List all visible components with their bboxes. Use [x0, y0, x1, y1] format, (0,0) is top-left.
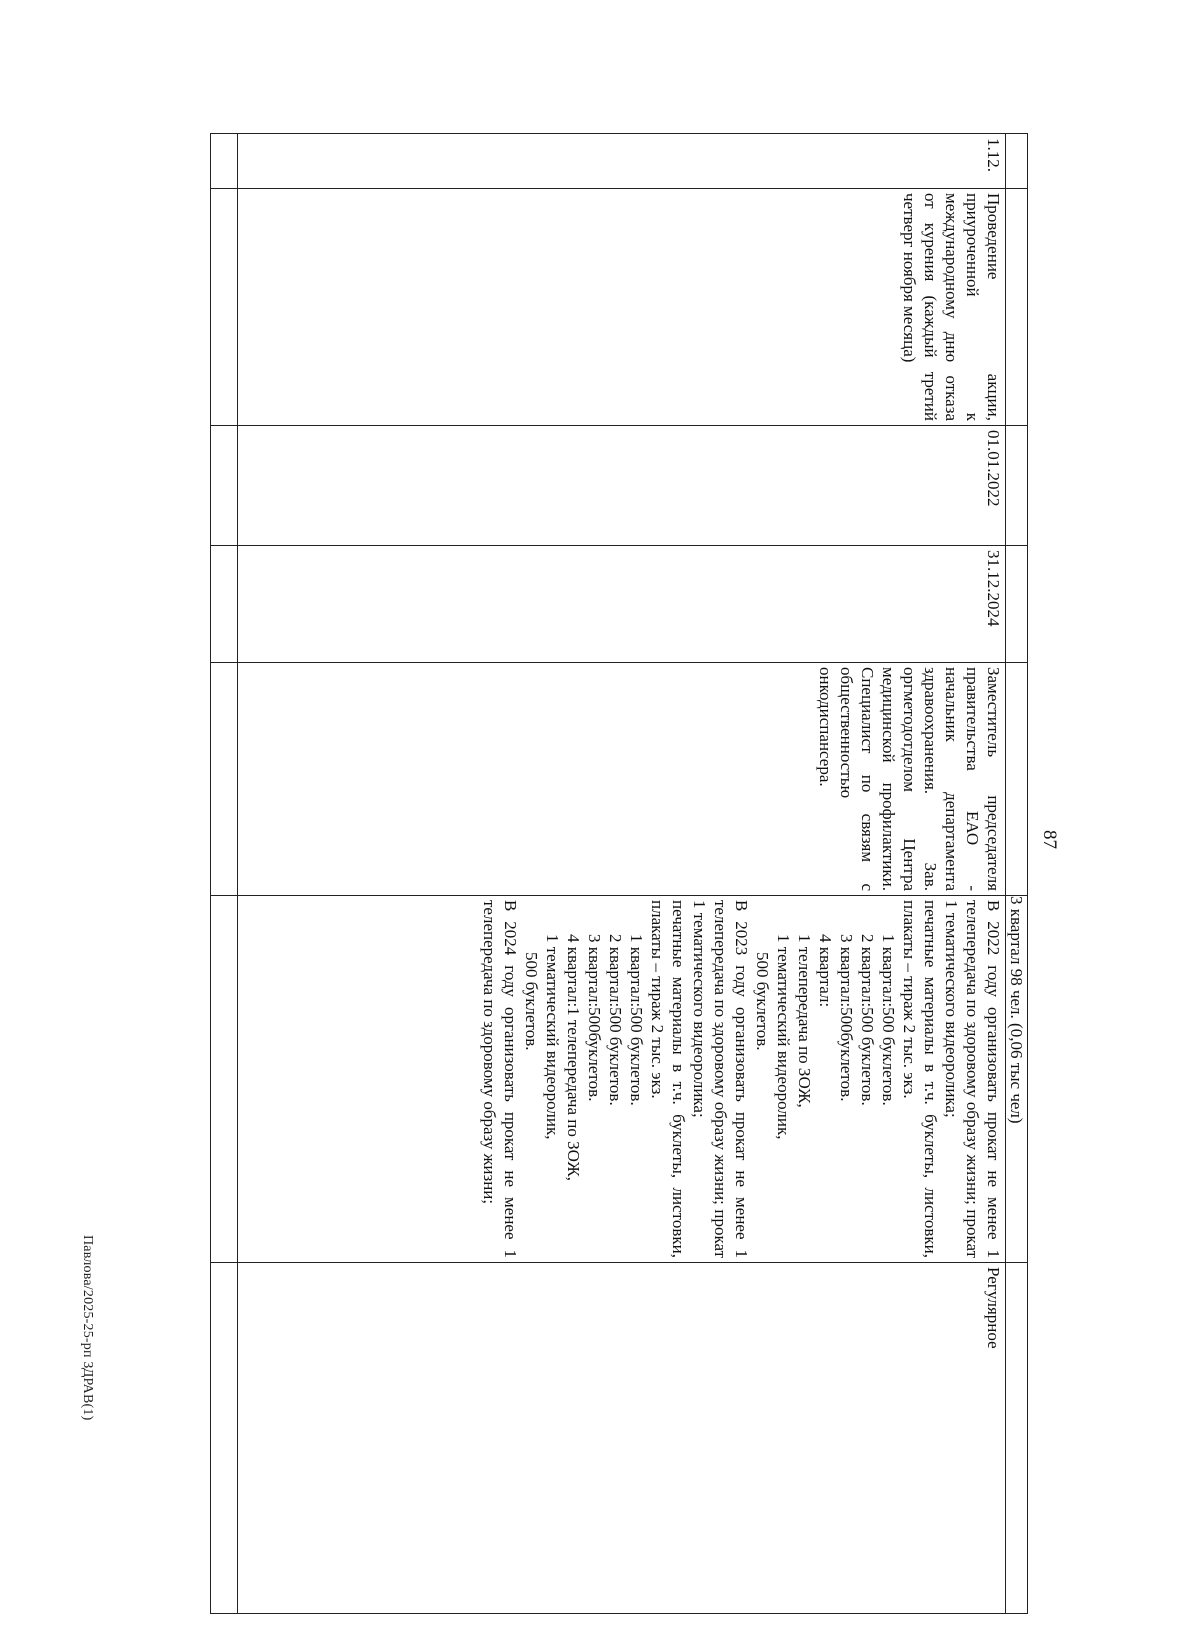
event-name: Проведение акции, приуроченной к международному дню отказа от курения (каждый третий четверг ноября месяца) [238, 189, 1006, 426]
measures-table [210, 133, 1028, 1614]
results: В 2022 году организовать прокат не менее 1 телепередача по здоровому образу жизни; прокат 1 тематического видеоролика; печатные материалы в т.ч. буклеты, листовки, плакаты – тираж 2 тыс. экз. 1 квартал:500 буклетов. 2 квартал:500 буклетов. 3 квартал:500буклетов. 4 квартал: 1 телепередача по ЗОЖ, 1 тематический видеоролик, 500 буклетов. В 2023 году организовать прокат не менее 1 телепередача по здоровому образу жизни; прокат 1 тематического видеоролика; печатные материалы в т.ч. буклеты, листовки, плакаты – тираж 2 тыс. экз. 1 квартал:500 буклетов. 2 квартал:500 буклетов. 3 квартал:500буклетов. 4 квартал:1 телепередача по ЗОЖ, 1 тематический видеоролик, 500 буклетов. В 2024 году организовать прокат не менее 1 телепередача по здоровому образу жизни; [238, 896, 1006, 1263]
start-date: 01.01.2022 [238, 426, 1006, 546]
header-row [1006, 134, 1028, 1614]
page-number: 87 [1039, 830, 1060, 849]
end-date: 31.12.2024 [238, 546, 1006, 663]
periodicity: Регулярное [238, 1263, 1006, 1614]
empty-row [211, 134, 238, 1614]
document-footer: Павлова/2025-25-рп ЗДРАВ(1) [80, 1235, 95, 1421]
row-number: 1.12. [238, 134, 1006, 189]
results-carry-over: 3 квартал 98 чел. (0,06 тыс чел) [1006, 896, 1028, 1263]
table-row [238, 134, 1006, 1614]
responsible: Заместитель председателя правительства ЕАО - начальник департамента здравоохранения. Зав. оргметодотделом Центра медицинской профилактики. Специалист по связям с общественностью онкодиспансера. [238, 663, 1006, 896]
